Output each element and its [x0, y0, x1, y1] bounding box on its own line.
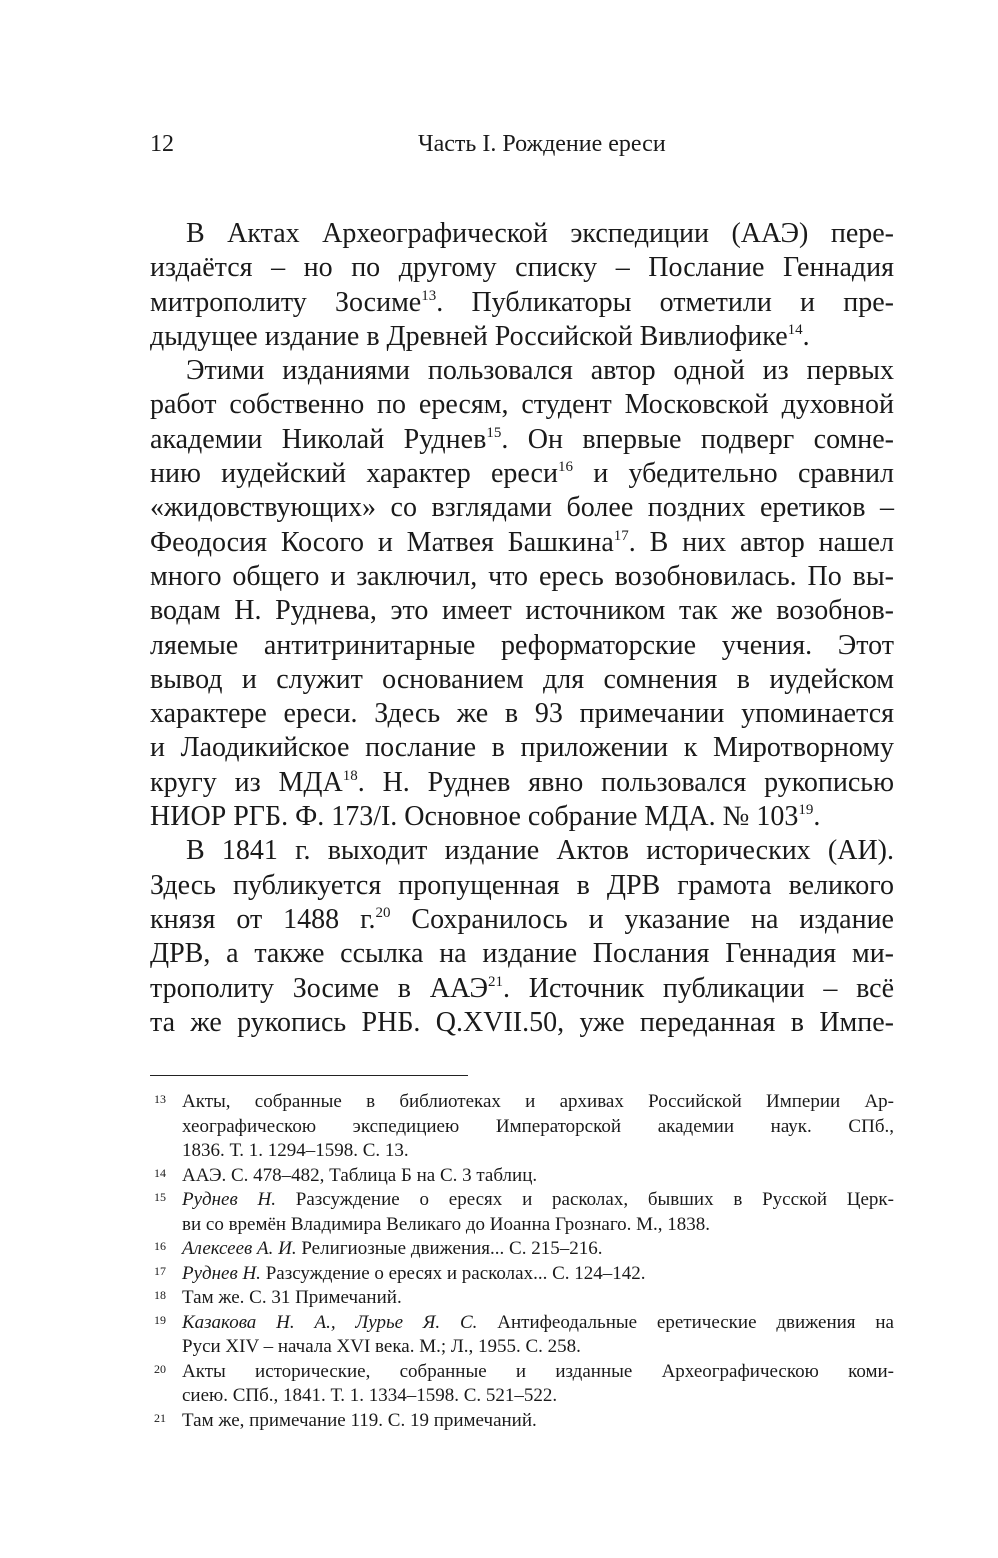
footnote: 20 Акты исторические, собранные и изданные Археографическою коми- сиею. СПб., 1841. Т. 1. 1334–1598. С. 521–522.	[154, 1360, 894, 1406]
text-line: трополиту Зосиме в ААЭ$^{21}$. Источник публикации – всё	[150, 972, 894, 1004]
footnote-ref[interactable]: 19	[798, 802, 814, 819]
footnote-separator	[150, 1075, 468, 1076]
footnote-ref[interactable]: 16	[557, 459, 573, 476]
footnote: 16 Алексеев А. И. Религиозные движения... С. 215–216.	[154, 1238, 603, 1259]
text-line: НИОР РГБ. Ф. 173/I. Основное собрание МДА. № 103$^{19}$.	[150, 801, 821, 833]
footnote-number: 19	[154, 1312, 166, 1327]
text-line: нию иудейский характер ереси$^{16}$ и убедительно сравнил	[150, 458, 894, 490]
footnote: 18 Там же. С. 31 Примечаний.	[154, 1287, 402, 1308]
footnote-author: Казакова Н. А., Лурье Я. С.	[182, 1311, 478, 1333]
text-line: работ собственно по ересям, студент Московской духовной	[150, 389, 894, 421]
footnote: 19 Казакова Н. А., Лурье Я. С. Антифеодальные еретические движения на Руси XIV – начала XVI века. М.; Л., 1955. С. 258.	[154, 1311, 894, 1357]
footnote-number: 21	[154, 1410, 166, 1425]
footnote-ref[interactable]: 18	[342, 767, 358, 784]
text-line: вывод и служит основанием для сомнения в иудейском	[150, 663, 894, 695]
footnote-number: 16	[154, 1239, 166, 1253]
text-line: академии Николай Руднев$^{15}$. Он впервые подверг сомне-	[150, 423, 894, 455]
text-line: митрополиту Зосиме$^{13}$. Публикаторы отметили и пре-	[150, 286, 894, 318]
text-line: дыдущее издание в Древней Российской Вивлиофике$^{14}$.	[150, 320, 810, 352]
footnote: 17 Руднев Н. Разсуждение о ересях и расколах... С. 124–142.	[154, 1262, 646, 1284]
text-line: В Актах Археографической экспедиции (ААЭ) пере-	[186, 218, 894, 249]
footnote-number: 18	[154, 1288, 166, 1302]
text-line: та же рукопись РНБ. Q.XVII.50, уже переданная в Импе-	[150, 1006, 894, 1038]
text-line: водам Н. Руднева, это имеет источником так же возобнов-	[150, 595, 894, 627]
text-line: и Лаодикийское послание в приложении к Миротворному	[150, 732, 894, 764]
text-line: Здесь публикуется пропущенная в ДРВ грамота великого	[150, 869, 894, 901]
footnote-author: Руднев Н.	[182, 1189, 276, 1210]
text-line: ДРВ, а также ссылка на издание Послания Геннадия ми-	[150, 938, 894, 970]
text-line: «жидовствующих» со взглядами более поздних еретиков –	[150, 492, 894, 524]
text-line: В 1841 г. выходит издание Актов исторических (АИ).	[186, 835, 894, 867]
page-number: 12	[150, 131, 174, 157]
footnote-ref[interactable]: 17	[613, 527, 629, 544]
footnote-number: 14	[154, 1165, 166, 1180]
footnote-ref[interactable]: 15	[486, 424, 502, 441]
text-line: много общего и заключил, что ересь возобновилась. По вы-	[150, 560, 894, 592]
footnote: 14 ААЭ. С. 478–482, Таблица Б на С. 3 таблиц.	[154, 1164, 538, 1186]
footnote-ref[interactable]: 14	[787, 321, 803, 338]
footnote-number: 20	[154, 1361, 166, 1376]
footnotes	[150, 1090, 894, 1433]
footnote-ref[interactable]: 21	[487, 973, 503, 990]
footnote-author: Алексеев А. И.	[182, 1238, 297, 1259]
chapter-title: Часть I. Рождение ереси	[418, 131, 666, 157]
footnote-ref[interactable]: 20	[375, 904, 391, 921]
footnote: 13 Акты, собранные в библиотеках и архивах Российской Империи Ар- хеографическою экспедициею Императорской академии наук. СПб., 1836. Т. 1. 1294–1598. С. 13.	[154, 1091, 894, 1161]
footnote-number: 15	[154, 1190, 166, 1204]
text-line: издаётся – но по другому списку – Послание Геннадия	[150, 252, 894, 284]
footnote-ref[interactable]: 13	[421, 287, 437, 304]
text-line: характере ереси. Здесь же в 93 примечании упоминается	[150, 698, 894, 730]
main-text	[150, 217, 894, 1040]
text-line: князя от 1488 г.$^{20}$ Сохранилось и указание на издание	[150, 903, 894, 935]
text-line: кругу из МДА$^{18}$. Н. Руднев явно пользовался рукописью	[150, 766, 894, 798]
footnote-number: 13	[154, 1092, 166, 1106]
text-line: Этими изданиями пользовался автор одной из первых	[186, 355, 894, 387]
footnote: 21 Там же, примечание 119. С. 19 примечаний.	[154, 1409, 537, 1431]
text-line: Феодосия Косого и Матвея Башкина$^{17}$. В них автор нашел	[150, 526, 894, 558]
footnote: 15 Руднев Н. Разсуждение о ересях и расколах, бывших в Русской Церк- ви со времён Владимира Великаго до Иоанна Грознаго. М., 1838.	[154, 1189, 894, 1235]
text-line: ляемые антитринитарные реформаторские учения. Этот	[150, 629, 894, 661]
footnote-author: Руднев Н.	[182, 1262, 261, 1284]
footnote-number: 17	[154, 1263, 166, 1278]
